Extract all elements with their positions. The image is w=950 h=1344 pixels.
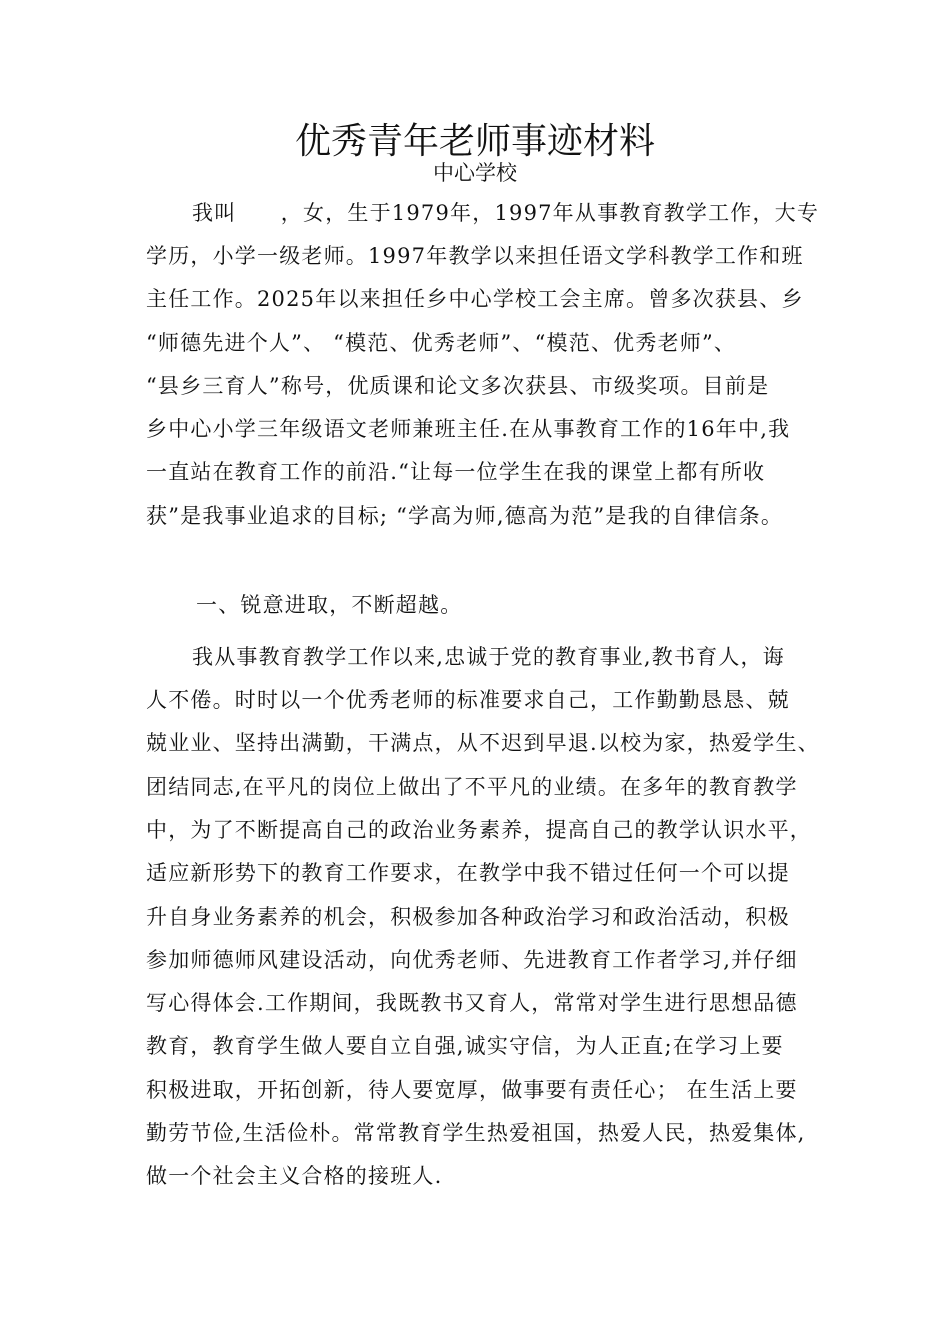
intro-line: “县乡三育人”称号，优质课和论文多次获县、市级奖项。目前是 xyxy=(146,374,770,398)
body-line: 教育，教育学生做人要自立自强,诚实守信，为人正直;在学习上要 xyxy=(146,1034,784,1058)
body-line: 勤劳节俭,生活俭朴。常常教育学生热爱祖国，热爱人民，热爱集体, xyxy=(146,1121,806,1145)
body-line: 积极进取，开拓创新，待人要宽厚，做事要有责任心； 在生活上要 xyxy=(146,1078,798,1102)
section-heading: 一、锐意进取，不断超越。 xyxy=(196,593,463,617)
intro-line: 学历，小学一级老师。1997年教学以来担任语文学科教学工作和班 xyxy=(146,244,804,268)
document-title: 优秀青年老师事迹材料 xyxy=(294,121,655,162)
intro-line: 获”是我事业追求的目标; “学高为师,德高为范”是我的自律信条。 xyxy=(146,504,784,528)
body-line: 参加师德师风建设活动，向优秀老师、先进教育工作者学习,并仔细 xyxy=(146,948,798,972)
intro-line: 一直站在教育工作的前沿.“让每一位学生在我的课堂上都有所收 xyxy=(146,460,766,484)
intro-line: 我叫 ，女，生于1979年，1997年从事教育教学工作，大专 xyxy=(192,201,820,225)
intro-line: “师德先进个人”、 “模范、优秀老师”、“模范、优秀老师”、 xyxy=(146,331,737,355)
body-line: 人不倦。时时以一个优秀老师的标准要求自己，工作勤勤恳恳、兢 xyxy=(146,688,790,712)
body-line: 中，为了不断提高自己的政治业务素养，提高自己的教学认识水平， xyxy=(146,818,812,842)
body-line: 适应新形势下的教育工作要求，在教学中我不错过任何一个可以提 xyxy=(146,861,790,885)
body-line: 我从事教育教学工作以来,忠诚于党的教育事业,教书育人，诲 xyxy=(192,645,785,669)
intro-line: 主任工作。2025年以来担任乡中心学校工会主席。曾多次获县、乡 xyxy=(146,287,804,311)
intro-line: 乡中心小学三年级语文老师兼班主任.在从事教育工作的16年中,我 xyxy=(146,417,791,441)
document-subtitle: 中心学校 xyxy=(433,161,517,185)
body-line: 团结同志,在平凡的岗位上做出了不平凡的业绩。在多年的教育教学 xyxy=(146,775,798,799)
body-line: 升自身业务素养的机会，积极参加各种政治学习和政治活动，积极 xyxy=(146,905,790,929)
body-line: 做一个社会主义合格的接班人. xyxy=(146,1164,443,1188)
body-line: 写心得体会.工作期间，我既教书又育人，常常对学生进行思想品德 xyxy=(146,991,798,1015)
body-line: 兢业业、坚持出满勤，干满点，从不迟到早退.以校为家，热爱学生、 xyxy=(146,731,820,755)
